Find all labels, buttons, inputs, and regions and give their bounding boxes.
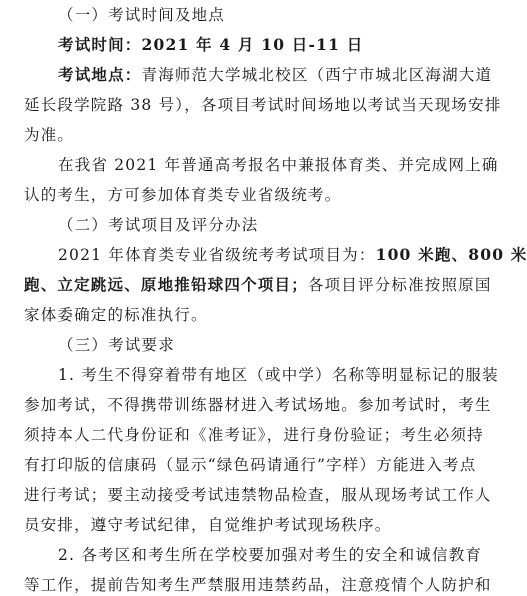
- requirement1-line6: 员安排，遵守考试纪律，自觉维护考试现场秩序。: [24, 516, 392, 534]
- items-line3: 家体委确定的标准执行。: [24, 306, 208, 324]
- requirement1-line3: 须持本人二代身份证和《准考证》，进行身份验证；考生必须持: [24, 426, 484, 444]
- requirement1-line2: 参加考试，不得携带训练器材进入考试场地。参加考试时，考生: [24, 396, 492, 414]
- exam-place-continued: 延长段学院路 38 号），各项目考试时间场地以考试当天现场安排: [24, 96, 502, 114]
- requirement1-line4: 有打印版的信康码（显示“绿色码请通行”字样）方能进入考点: [24, 456, 477, 474]
- items-bold-1: 100 米跑、800 米: [375, 245, 527, 264]
- eligibility-para-line1: 在我省 2021 年普通高考报名中兼报体育类、并完成网上确: [58, 156, 499, 174]
- exam-place-label: 考试地点：: [58, 65, 142, 84]
- requirement1-line1: 1. 考生不得穿着带有地区（或中学）名称等明显标记的服装: [58, 366, 499, 384]
- section1-heading: （一）考试时间及地点: [58, 6, 226, 24]
- section2-heading: （二）考试项目及评分办法: [58, 216, 259, 234]
- items-line1: [58, 244, 527, 266]
- exam-time-line: [58, 34, 472, 56]
- items-intro: 2021 年体育类专业省级统考考试项目为：: [58, 246, 376, 264]
- requirement2-line2: 等工作，提前告知考生严禁服用违禁药品，注意疫情个人防护和: [24, 576, 492, 594]
- items-scoring: 各项目评分标准按照原国: [307, 276, 492, 294]
- items-bold-2: 跑、立定跳远、原地推铅球四个项目；: [24, 275, 308, 294]
- exam-place-line: [58, 64, 493, 86]
- eligibility-para-line2: 认的考生，方可参加体育类专业省级统考。: [24, 186, 342, 204]
- exam-time-label: 考试时间：: [58, 35, 142, 54]
- exam-place-end: 为准。: [24, 126, 75, 144]
- requirement1-line5: 进行考试；要主动接受考试违禁物品检查，服从现场考试工作人: [24, 486, 492, 504]
- items-line2: [24, 274, 492, 296]
- exam-place-text: 青海师范大学城北校区（西宁市城北区海湖大道: [141, 66, 493, 84]
- exam-time-value: 2021 年 4 月 10 日-11 日: [141, 35, 364, 54]
- section3-heading: （三）考试要求: [58, 336, 175, 354]
- requirement2-line1: 2. 各考区和考生所在学校要加强对考生的安全和诚信教育: [58, 546, 483, 564]
